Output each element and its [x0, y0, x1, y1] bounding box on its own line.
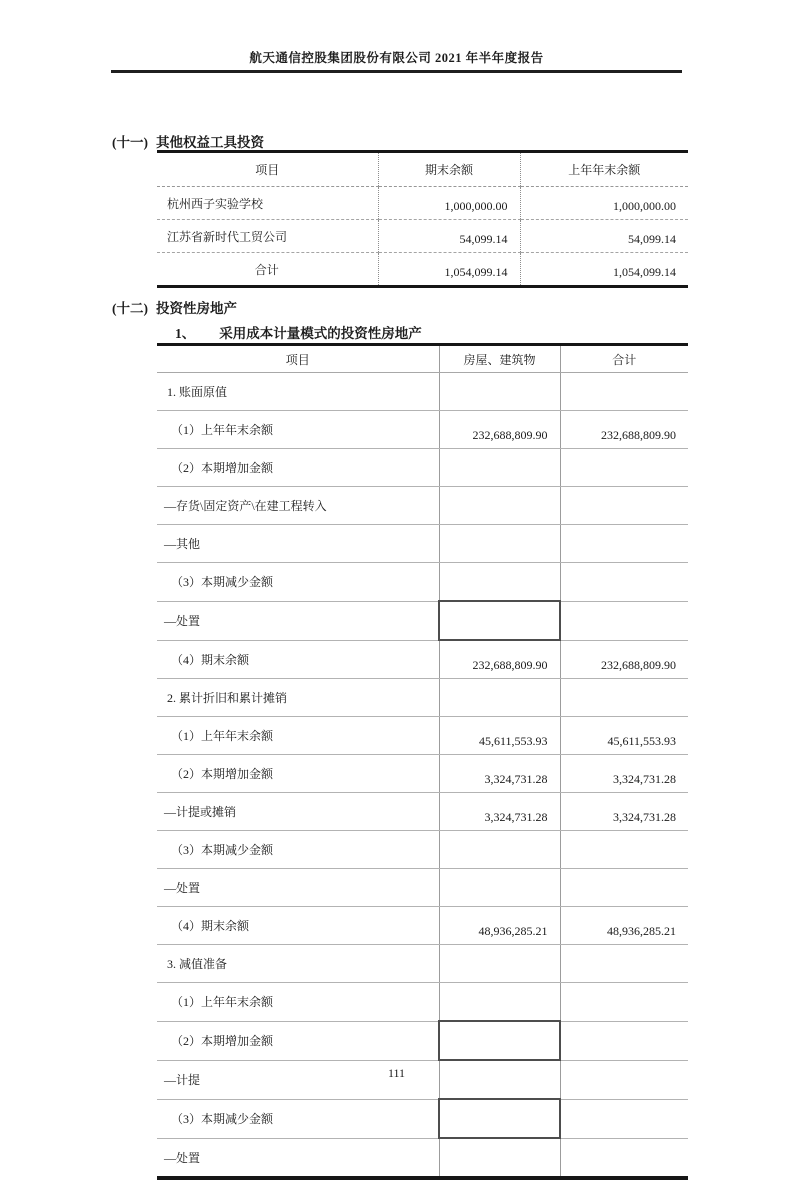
section-12-label: (十二): [112, 301, 148, 316]
value-cell: [439, 945, 560, 983]
value-cell: [439, 563, 560, 602]
value-cell: 232,688,809.90: [560, 640, 688, 679]
value-cell: 45,611,553.93: [439, 717, 560, 755]
item-cell: —计提: [157, 1060, 439, 1099]
item-cell: （3）本期减少金额: [157, 563, 439, 602]
value-cell: 48,936,285.21: [439, 907, 560, 945]
value-cell: 3,324,731.28: [560, 755, 688, 793]
value-cell: [560, 679, 688, 717]
value-cell: 45,611,553.93: [560, 717, 688, 755]
item-cell: 3. 减值准备: [157, 945, 439, 983]
table-row: [157, 487, 688, 525]
value-cell: 1,054,099.14: [378, 253, 520, 287]
table-row: [157, 831, 688, 869]
table-row: [157, 793, 688, 831]
value-cell: [560, 487, 688, 525]
value-cell: [560, 1021, 688, 1060]
item-cell: —处置: [157, 1138, 439, 1178]
value-cell: 232,688,809.90: [439, 411, 560, 449]
item-cell: 2. 累计折旧和累计摊销: [157, 679, 439, 717]
table-row: [157, 601, 688, 640]
subsection-title: 采用成本计量模式的投资性房地产: [219, 326, 422, 341]
table-row: [157, 983, 688, 1022]
column-header: 合计: [560, 345, 688, 373]
value-cell: [439, 601, 560, 640]
column-header: 项目: [157, 345, 439, 373]
other-equity-investments-table: [157, 150, 688, 288]
value-cell: [439, 1021, 560, 1060]
table-row: [157, 755, 688, 793]
table-row: [157, 525, 688, 563]
item-cell: —处置: [157, 869, 439, 907]
value-cell: 1,000,000.00: [378, 187, 520, 220]
value-cell: [560, 563, 688, 602]
document-header-title: 航天通信控股集团股份有限公司 2021 年半年度报告: [249, 51, 544, 65]
value-cell: [560, 869, 688, 907]
item-cell: （1）上年年末余额: [157, 983, 439, 1022]
table-row: [157, 373, 688, 411]
item-cell: 杭州西子实验学校: [157, 187, 378, 220]
table-row: [157, 679, 688, 717]
table-row: [157, 640, 688, 679]
value-cell: [439, 983, 560, 1022]
value-cell: [439, 373, 560, 411]
item-cell: —存货\固定资产\在建工程转入: [157, 487, 439, 525]
value-cell: 1,000,000.00: [520, 187, 688, 220]
item-cell: —处置: [157, 601, 439, 640]
table-row: [157, 1021, 688, 1060]
investment-property-table: [157, 343, 688, 1180]
value-cell: 1,054,099.14: [520, 253, 688, 287]
table-row: [157, 253, 688, 287]
item-cell: （4）期末余额: [157, 907, 439, 945]
item-cell: （2）本期增加金额: [157, 755, 439, 793]
column-header: 房屋、建筑物: [439, 345, 560, 373]
value-cell: 232,688,809.90: [439, 640, 560, 679]
item-cell: 江苏省新时代工贸公司: [157, 220, 378, 253]
table-row: [157, 869, 688, 907]
value-cell: 232,688,809.90: [560, 411, 688, 449]
subsection-1-heading: [175, 322, 422, 342]
value-cell: [439, 869, 560, 907]
value-cell: [560, 525, 688, 563]
section-11-heading: [112, 131, 264, 151]
subsection-number: 1、: [175, 326, 196, 341]
value-cell: 3,324,731.28: [439, 755, 560, 793]
column-header: 上年年末余额: [520, 152, 688, 187]
table-row: [157, 945, 688, 983]
section-11-label: (十一): [112, 135, 148, 150]
value-cell: [560, 983, 688, 1022]
table-row: [157, 563, 688, 602]
table-row: [157, 411, 688, 449]
value-cell: [439, 831, 560, 869]
table-row: [157, 1138, 688, 1178]
section-12-heading: [112, 297, 237, 317]
item-cell: （3）本期减少金额: [157, 1099, 439, 1138]
section-12-title: 投资性房地产: [156, 301, 237, 316]
value-cell: 54,099.14: [378, 220, 520, 253]
value-cell: [560, 945, 688, 983]
item-cell: —其他: [157, 525, 439, 563]
item-cell: （2）本期增加金额: [157, 449, 439, 487]
column-header: 项目: [157, 152, 378, 187]
value-cell: [560, 373, 688, 411]
header-divider: [111, 70, 682, 73]
item-cell: 1. 账面原值: [157, 373, 439, 411]
section-11-title: 其他权益工具投资: [156, 135, 264, 150]
value-cell: [439, 487, 560, 525]
value-cell: [560, 831, 688, 869]
table-row: [157, 449, 688, 487]
item-cell: —计提或摊销: [157, 793, 439, 831]
item-cell: （3）本期减少金额: [157, 831, 439, 869]
table-header-row: [157, 345, 688, 373]
table-row: [157, 220, 688, 253]
table-header-row: [157, 152, 688, 187]
item-cell: （4）期末余额: [157, 640, 439, 679]
value-cell: [439, 449, 560, 487]
item-cell: （1）上年年末余额: [157, 411, 439, 449]
value-cell: [560, 1099, 688, 1138]
table-row: [157, 187, 688, 220]
value-cell: 3,324,731.28: [560, 793, 688, 831]
value-cell: 48,936,285.21: [560, 907, 688, 945]
item-cell: 合计: [157, 253, 378, 287]
page-number: 111: [387, 1066, 406, 1080]
table-row: [157, 1099, 688, 1138]
column-header: 期末余额: [378, 152, 520, 187]
value-cell: 54,099.14: [520, 220, 688, 253]
value-cell: 3,324,731.28: [439, 793, 560, 831]
table-row: [157, 907, 688, 945]
table-row: [157, 717, 688, 755]
item-cell: （2）本期增加金额: [157, 1021, 439, 1060]
value-cell: [439, 679, 560, 717]
value-cell: [439, 525, 560, 563]
value-cell: [560, 449, 688, 487]
item-cell: （1）上年年末余额: [157, 717, 439, 755]
value-cell: [439, 1099, 560, 1138]
value-cell: [560, 1138, 688, 1178]
value-cell: [439, 1138, 560, 1178]
value-cell: [560, 601, 688, 640]
